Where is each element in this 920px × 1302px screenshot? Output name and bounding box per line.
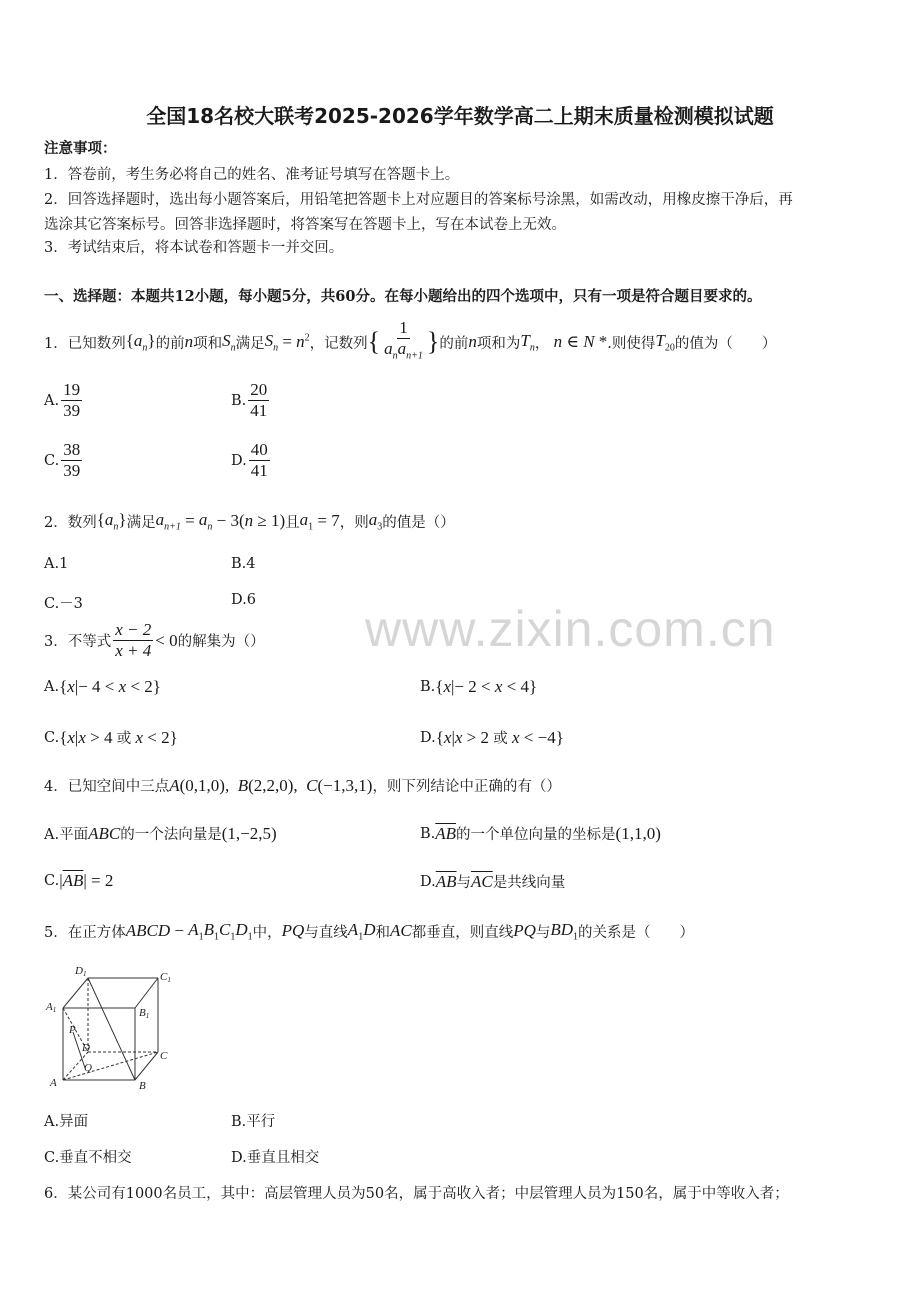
fraction-numerator: 38 [63,440,81,459]
q5-math: $BD_1$ [550,920,579,943]
q2-text: 且 [285,514,300,531]
q5-option-b[interactable]: B.平行 [231,1114,276,1130]
q3-option-b[interactable] [420,677,537,697]
q4-option-b[interactable] [420,823,661,844]
q5-math: $A_1D$ [347,920,376,943]
option-label: D. [231,452,247,469]
q4-math: $\overline{AB}$ [435,823,457,843]
q1-math: $T_{20}$ [655,331,675,354]
q1-option-a[interactable] [44,380,84,421]
vertex-label: P [69,1024,76,1036]
question-2-stem [44,510,455,532]
q1-math: N [583,332,595,352]
q2-math: = 7 [313,511,340,531]
q5-text: 与直线 [304,924,348,941]
q1-text: 项和为 [476,335,521,352]
q3-text: 3．不等式 [44,634,112,650]
section-heading: 一、选择题：本题共12小题，每小题5分，共60分。在每小题给出的四个选项中，只有一项是符合题目要求的。 [44,288,762,305]
fraction-numerator: 40 [250,440,268,459]
cube-figure [40,960,180,1095]
q1-math: n [468,332,477,352]
q1-math: $n^2$ [296,332,310,352]
q1-option-c[interactable] [44,440,84,481]
q2-math: $a_1$ [299,510,314,533]
q2-option-b[interactable]: B.4 [231,556,256,572]
q5-text: 5．在正方体 [44,924,126,941]
question-1-stem [44,318,776,366]
q4-math: $\overline{AB}$ [435,871,457,891]
q3-fraction: $\frac{x - 2}{x + 4}$ [115,620,152,660]
q1-text: 的前 [439,335,469,352]
q5-text: 的关系是（ ） [578,924,695,941]
fraction-denominator: 41 [250,461,268,480]
fraction-denominator: 39 [63,401,81,420]
q1-math: ∈ [562,332,584,352]
q1-text: 的值为（ ） [674,335,777,352]
q4-option-c[interactable] [44,871,113,891]
q5-text: 都垂直，则直线 [411,924,514,941]
q1-text: 1．已知数列 [44,335,126,352]
question-3-stem [44,620,265,661]
q3-option-d[interactable] [420,727,564,748]
q2-text: 的值是（） [382,514,455,531]
q1-text: ， [534,335,550,352]
vertex-label: A1 [46,1001,57,1014]
watermark: www.zixin.com.cn [365,601,776,657]
page-title: 全国18名校大联考2025-2026学年数学高二上期末质量检测模拟试题 [146,104,774,128]
vertex-label: C [160,1050,168,1062]
q3-option-a[interactable] [44,677,161,697]
q2-text: 满足 [126,514,156,531]
q1-math: $\{a_n\}$ [125,331,156,354]
q1-math: $T_n$ [520,331,535,354]
q5-option-d[interactable]: D.垂直且相交 [231,1150,320,1166]
q4-math: $|\overline{AB}| = 2$ [59,871,114,890]
vertex-label: D1 [75,965,87,978]
fraction-numerator: 19 [63,380,81,399]
q3-math: x < −4} [511,727,564,747]
q5-math: AC [389,921,412,941]
q2-math: $a_3$ [368,510,383,533]
q1-math: } [426,327,440,357]
q4-text: D. [420,873,436,890]
fraction-denominator: 41 [250,401,268,420]
q1-text: 满足 [235,335,265,352]
question-6-stem: 6．某公司有1000名员工，其中：高层管理人员为50名，属于高收入者；中层管理人员为150名，属于中等收入者； [44,1186,789,1202]
option-label: C. [44,729,60,746]
q1-text: 的前 [155,335,185,352]
q3-option-c[interactable] [44,727,178,748]
q1-math: $S_n$ [222,331,236,354]
q4-text: A.平面 [44,827,89,843]
q4-math: $\overline{AC}$ [471,871,493,891]
q3-math: < 0 [155,630,178,650]
q1-option-d[interactable] [231,440,272,481]
q1-fraction: $\frac{1}{a_na_{n+1}}$ [384,318,423,362]
option-label: B. [231,392,247,409]
fraction-numerator: 20 [250,380,268,399]
q4-text: 的一个法向量是 [120,827,222,843]
option-label: C. [44,452,60,469]
q1-text: ，记数列 [309,335,368,352]
q3-math: {x|− 2 < x < 4} [435,677,538,696]
q5-math: PQ [513,921,536,941]
q5-option-c[interactable]: C.垂直不相交 [44,1150,132,1166]
notice-item: 选涂其它答案标号。回答非选择题时，将答案写在答题卡上，写在本试卷上无效。 [44,217,566,233]
q1-option-b[interactable] [231,380,271,421]
q4-math: (1,1,0) [615,823,661,843]
q4-text: 与 [456,875,471,891]
q2-option-c[interactable]: C.－3 [44,596,83,612]
q2-math: $a_{n+1}$ [155,510,181,533]
option-fraction [249,440,270,481]
q1-math: * [594,332,608,352]
q5-option-a[interactable]: A.异面 [44,1114,89,1130]
q4-text: C. [44,873,60,889]
q5-math: ABCD [125,921,171,941]
q4-text: 4．已知空间中三点 [44,779,170,795]
q4-math: A(0,1,0), B(2,2,0), C(−1,3,1) [169,775,373,795]
q3-math: x < 2} [135,727,178,747]
vertex-label: B1 [139,1007,150,1020]
q3-math: {x|x > 2 [435,727,494,747]
q1-math: $S_n$ [264,331,279,354]
option-fraction [61,440,82,481]
notice-item: 1．答卷前，考生务必将自己的姓名、准考证号填写在答题卡上。 [44,167,460,183]
q2-math: $\{a_n\}$ [96,510,127,533]
notice-item: 2．回答选择题时，选出每小题答案后，用铅笔把答题卡上对应题目的答案标号涂黑，如需改动，用橡皮擦干净后，再 [44,192,793,208]
option-label: A. [44,679,60,695]
q4-text: B. [420,825,436,842]
notice-item: 3．考试结束后，将本试卷和答题卡一并交回。 [44,240,344,256]
q4-option-d[interactable] [420,871,565,892]
question-4-stem [44,775,561,796]
q1-math: n [184,332,194,352]
option-label: A. [44,392,60,409]
q4-math: ABC [88,823,121,843]
q3-text: 或 [493,731,508,747]
vertex-label: D [82,1042,90,1054]
q2-option-a[interactable]: A.1 [44,556,69,572]
option-label: D. [420,729,436,746]
q2-option-d[interactable]: D.6 [231,592,256,608]
q5-math: − [170,921,189,941]
option-label: B. [420,679,436,695]
q4-math: (1,−2,5) [221,823,277,843]
vertex-label: A [50,1077,57,1089]
q2-text: ，则 [339,514,369,531]
q4-text: 的一个单位向量的坐标是 [456,827,616,843]
option-fraction [248,380,269,421]
q1-math: n [549,332,563,352]
notice-heading: 注意事项： [44,140,117,157]
q4-text: ，则下列结论中正确的有（） [372,779,561,795]
q5-math: PQ [281,921,305,941]
q3-text: 或 [116,731,132,747]
q2-math: − 3(n ≥ 1) [212,511,286,531]
question-5-stem [44,920,694,942]
q3-math: {x|− 4 < x < 2} [59,677,161,696]
fraction-denominator: 39 [63,461,81,480]
q1-text: 项和 [193,335,223,352]
q1-math: = [278,332,297,352]
q5-text: 与 [535,924,551,941]
vertex-label: Q [84,1062,92,1074]
q5-text: 和 [375,924,390,941]
vertex-label: B [139,1080,146,1092]
q1-math: { [367,327,381,357]
q4-option-a[interactable] [44,823,277,844]
q5-text: 中， [252,924,282,941]
q1-text: .则使得 [607,335,656,352]
vertex-label: C1 [160,971,171,984]
q4-text: 是共线向量 [492,875,566,891]
q3-text: 的解集为（） [177,634,265,650]
q3-math: {x|x > 4 [59,727,117,747]
option-fraction [61,380,82,421]
q5-math: $A_1B_1C_1D_1$ [188,920,253,943]
q2-math: = [180,511,199,531]
q2-math: $a_n$ [198,510,213,533]
q2-text: 2．数列 [44,514,97,531]
